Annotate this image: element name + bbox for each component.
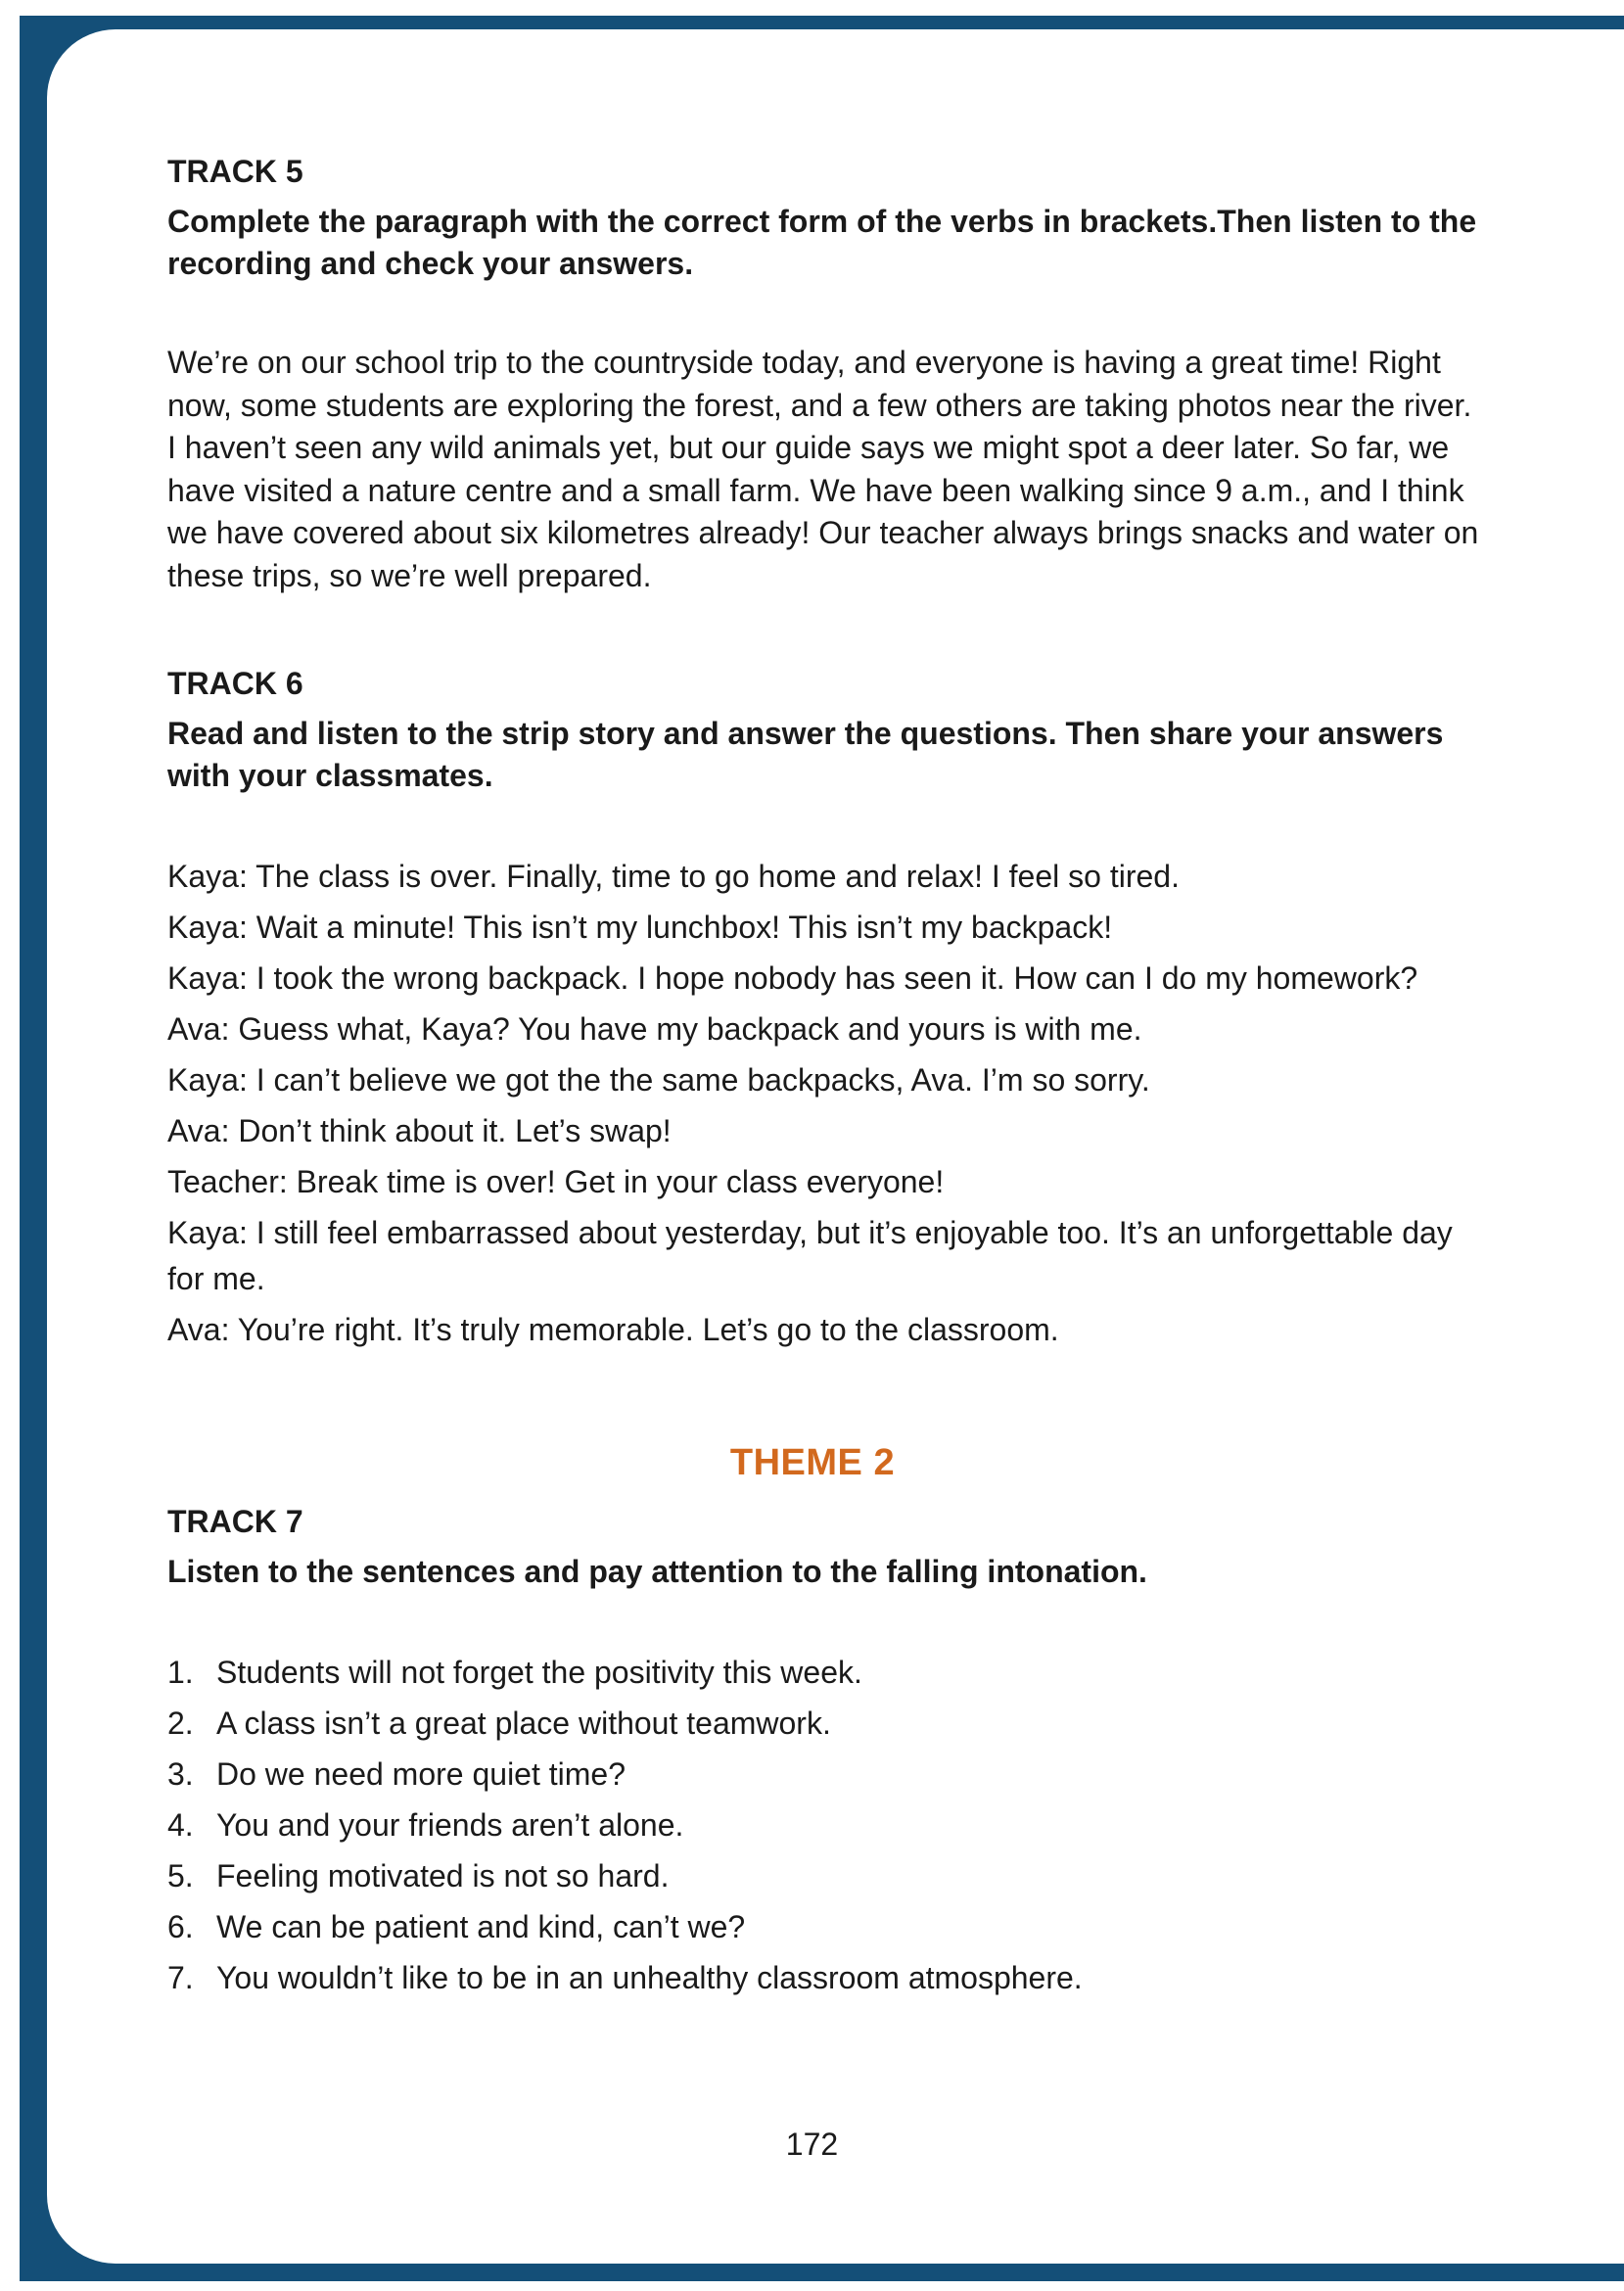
list-item [167, 1752, 1479, 1798]
page-number: 172 [785, 2127, 839, 2162]
list-item-number: 7. [167, 1960, 194, 1995]
list-item-text: Students will not forget the positivity this week. [216, 1655, 862, 1690]
list-item [167, 1650, 1479, 1696]
track-5-paragraph: We’re on our school trip to the countryside today, and everyone is having a great time! Right now, some students are exploring the forest, and a few others are taking photos near the river. I haven’t seen any wild animals yet, but our guide says we might spot a deer later. So far, we have visited a nature centre and a small farm. We have been walking since 9 a.m., and I think we have covered about six kilometres already! Our teacher always brings snacks and water on these trips, so we’re well prepared. [167, 345, 1479, 593]
dialogue-line: Kaya: I still feel embarrassed about yesterday, but it’s enjoyable too. It’s an unforgettable day for me. [167, 1215, 1453, 1296]
list-item-number: 1. [167, 1655, 194, 1690]
track-7-instruction: Listen to the sentences and pay attention to the falling intonation. [167, 1554, 1147, 1589]
list-item-number: 2. [167, 1706, 194, 1741]
list-item [167, 1904, 1479, 1950]
list-item-text: You wouldn’t like to be in an unhealthy classroom atmosphere. [216, 1960, 1083, 1995]
list-item-text: You and your friends aren’t alone. [216, 1807, 684, 1843]
list-item-text: Do we need more quiet time? [216, 1756, 626, 1792]
dialogue-line: Kaya: I took the wrong backpack. I hope nobody has seen it. How can I do my homework? [167, 960, 1418, 996]
list-item-text: We can be patient and kind, can’t we? [216, 1909, 746, 1944]
track-6-section [167, 664, 1479, 1353]
list-item [167, 1955, 1479, 2001]
track-6-instruction: Read and listen to the strip story and answer the questions. Then share your answers with your classmates. [167, 716, 1444, 793]
list-item-text: A class isn’t a great place without teamwork. [216, 1706, 831, 1741]
track-7-title: TRACK 7 [167, 1504, 303, 1539]
list-item [167, 1701, 1479, 1747]
track-6-title: TRACK 6 [167, 666, 303, 701]
dialogue-line: Kaya: Wait a minute! This isn’t my lunchbox! This isn’t my backpack! [167, 910, 1113, 945]
list-item [167, 1802, 1479, 1848]
strip-story-dialogue [167, 854, 1479, 1353]
dialogue-line: Teacher: Break time is over! Get in your class everyone! [167, 1164, 945, 1199]
intonation-sentences-list [167, 1650, 1479, 2001]
list-item [167, 1853, 1479, 1899]
dialogue-line: Ava: You’re right. It’s truly memorable. Let’s go to the classroom. [167, 1312, 1059, 1347]
theme-heading: THEME 2 [729, 1442, 896, 1483]
track-5-title: TRACK 5 [167, 154, 303, 189]
dialogue-line: Ava: Don’t think about it. Let’s swap! [167, 1113, 672, 1148]
list-item-number: 4. [167, 1807, 194, 1843]
list-item-text: Feeling motivated is not so hard. [216, 1858, 670, 1894]
dialogue-line: Kaya: I can’t believe we got the the same backpacks, Ava. I’m so sorry. [167, 1062, 1150, 1098]
list-item-number: 3. [167, 1756, 194, 1792]
list-item-number: 5. [167, 1858, 194, 1894]
dialogue-line: Ava: Guess what, Kaya? You have my backpack and yours is with me. [167, 1011, 1142, 1047]
track-5-instruction: Complete the paragraph with the correct form of the verbs in brackets.Then listen to the recording and check your answers. [167, 204, 1477, 281]
list-item-number: 6. [167, 1909, 194, 1944]
page-content [167, 152, 1479, 2006]
track-5-section [167, 152, 1479, 597]
track-7-section [167, 1502, 1479, 2001]
dialogue-line: Kaya: The class is over. Finally, time to go home and relax! I feel so tired. [167, 859, 1180, 894]
